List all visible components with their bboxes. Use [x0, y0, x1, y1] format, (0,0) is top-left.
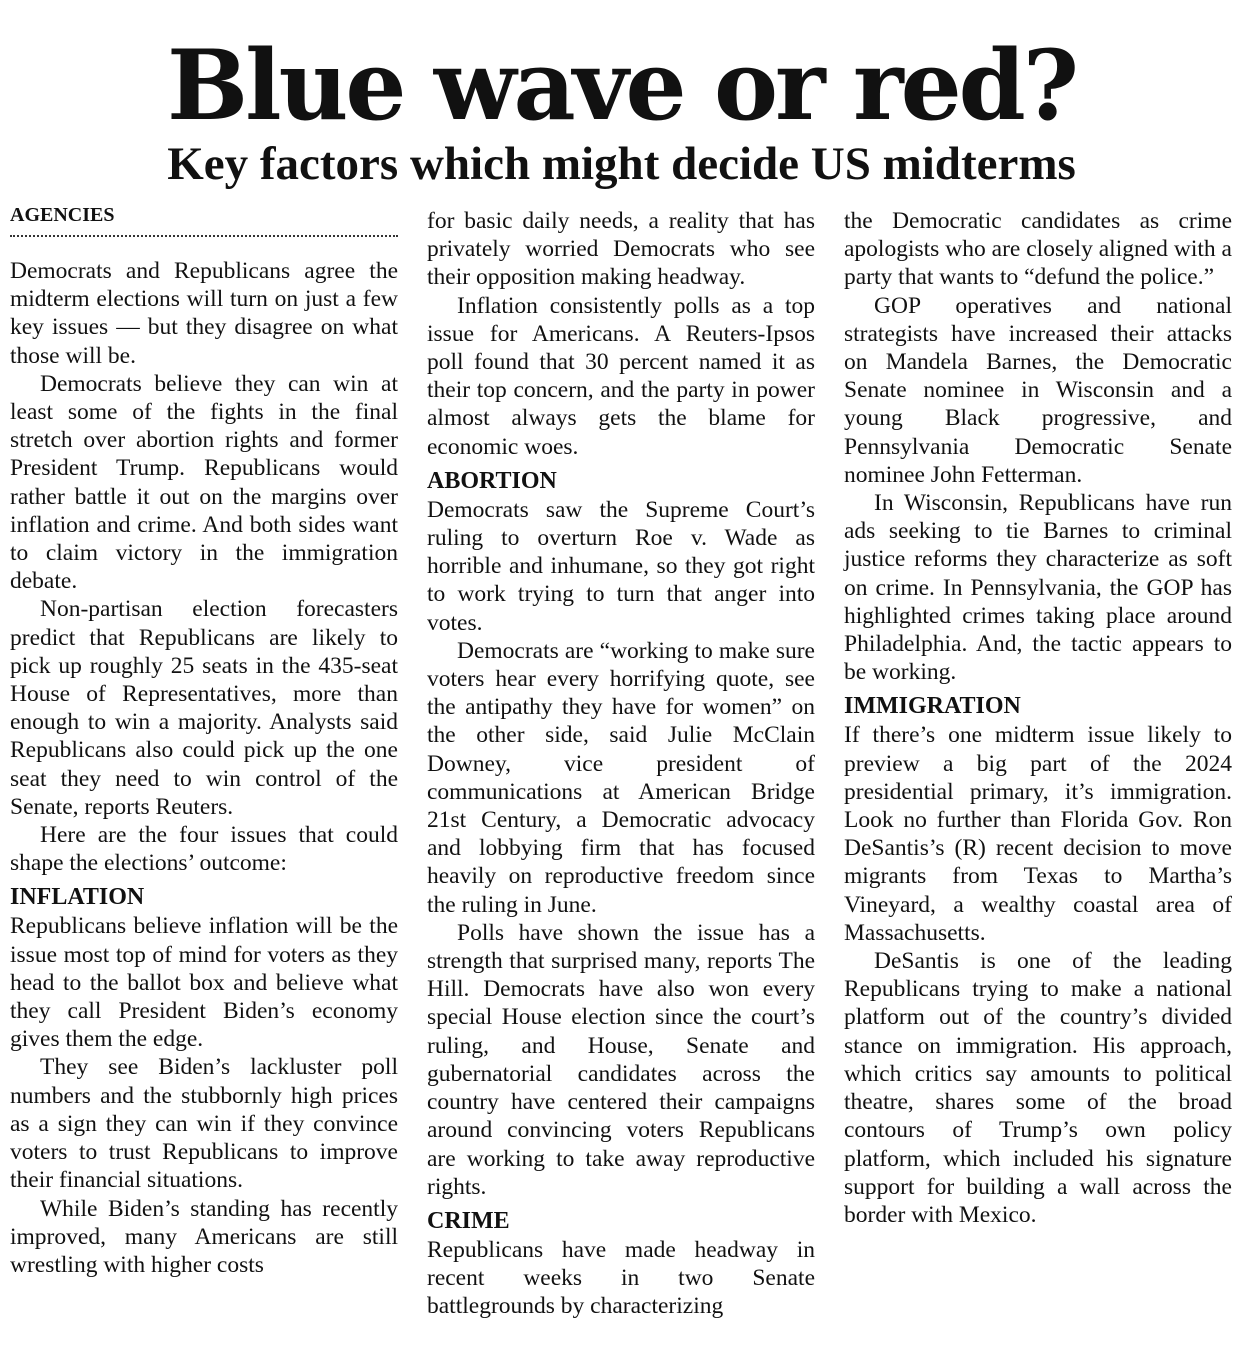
column-1 [10, 203, 398, 1279]
paragraph: In Wisconsin, Republicans have run ads seeking to tie Barnes to criminal justice reforms they characterize as soft on crime. In Pennsylvania, the GOP has highlighted crimes taking place around Philadelphia. And, the tactic appears to be working. [844, 490, 1232, 686]
column-3 [844, 207, 1232, 1229]
paragraph: Non-partisan election forecasters predict that Republicans are likely to pick up roughly 25 seats in the 435-seat House of Representatives, more than enough to win a majority. Analysts said Republicans also could pick up the one seat they need to win control of the Senate, reports Reuters. [10, 596, 398, 820]
paragraph: Democrats are “working to make sure voters hear every horrifying quote, see the antipathy they have for women” on the other side, said Julie McClain Downey, vice president of communications at American Bridge 21st Century, a Democratic advocacy and lobbying firm that has focused heavily on reproductive freedom since the ruling in June. [427, 637, 815, 918]
column-2 [427, 207, 815, 1321]
subheadline: Key factors which might decide US midterms [167, 138, 1076, 190]
headline: Blue wave or red? [166, 29, 1077, 142]
paragraph: If there’s one midterm issue likely to preview a big part of the 2024 presidential primary, it’s immigration. Look no further than Florida Gov. Ron DeSantis’s (R) recent decision to move migrants from Texas to Martha’s Vineyard, a wealthy coastal area of Massachusetts. [844, 722, 1232, 946]
paragraph: Republicans have made headway in recent weeks in two Senate battlegrounds by characterizing [427, 1236, 815, 1320]
paragraph: While Biden’s standing has recently improved, many Americans are still wrestling with higher costs [10, 1195, 398, 1278]
paragraph: GOP operatives and national strategists have increased their attacks on Mandela Barnes, the Democratic Senate nominee in Wisconsin and a young Black progressive, and Pennsylvania Democratic Senate nominee John Fetterman. [844, 292, 1232, 488]
paragraph: DeSantis is one of the leading Republicans trying to make a national platform out of the country’s divided stance on immigration. His approach, which critics say amounts to political theatre, shares some of the broad contours of Trump’s own policy platform, which included his signature support for building a wall across the border with Mexico. [844, 948, 1232, 1228]
section-heading-immigration: IMMIGRATION [844, 693, 1021, 720]
paragraph: Here are the four issues that could shape the elections’ outcome: [10, 822, 398, 877]
section-heading-crime: CRIME [427, 1207, 510, 1234]
paragraph: Republicans believe inflation will be the issue most top of mind for voters as they head to the ballot box and believe what they call President Biden’s economy gives them the edge. [10, 913, 398, 1053]
paragraph: Democrats and Republicans agree the midterm elections will turn on just a few key issues — but they disagree on what those will be. [10, 258, 398, 369]
section-heading-inflation: INFLATION [10, 884, 145, 911]
paragraph: They see Biden’s lackluster poll numbers and the stubbornly high prices as a sign they can win if they convince voters to trust Republicans to improve their financial situations. [10, 1054, 398, 1194]
paragraph: Democrats saw the Supreme Court’s ruling to overturn Roe v. Wade as horrible and inhumane, so they got right to work trying to turn that anger into votes. [427, 496, 815, 636]
paragraph: Inflation consistently polls as a top issue for Americans. A Reuters-Ipsos poll found that 30 percent named it as their top concern, and the party in power almost always gets the blame for economic woes. [427, 292, 815, 460]
paragraph: the Democratic candidates as crime apologists who are closely aligned with a party that wants to “defund the police.” [844, 208, 1232, 291]
paragraph: for basic daily needs, a reality that has privately worried Democrats who see their opposition making headway. [427, 208, 815, 291]
byline: AGENCIES [10, 203, 398, 237]
section-heading-abortion: ABORTION [427, 467, 557, 494]
paragraph: Democrats believe they can win at least some of the fights in the final stretch over abortion rights and former President Trump. Republicans would rather battle it out on the margins over inflation and crime. And both sides want to claim victory in the immigration debate. [10, 370, 398, 595]
paragraph: Polls have shown the issue has a strength that surprised many, reports The Hill. Democrats have also won every special House election since the court’s ruling, and House, Senate and gubernatorial candidates across the country have centered their campaigns around convincing voters Republicans are working to take away reproductive rights. [427, 919, 815, 1200]
